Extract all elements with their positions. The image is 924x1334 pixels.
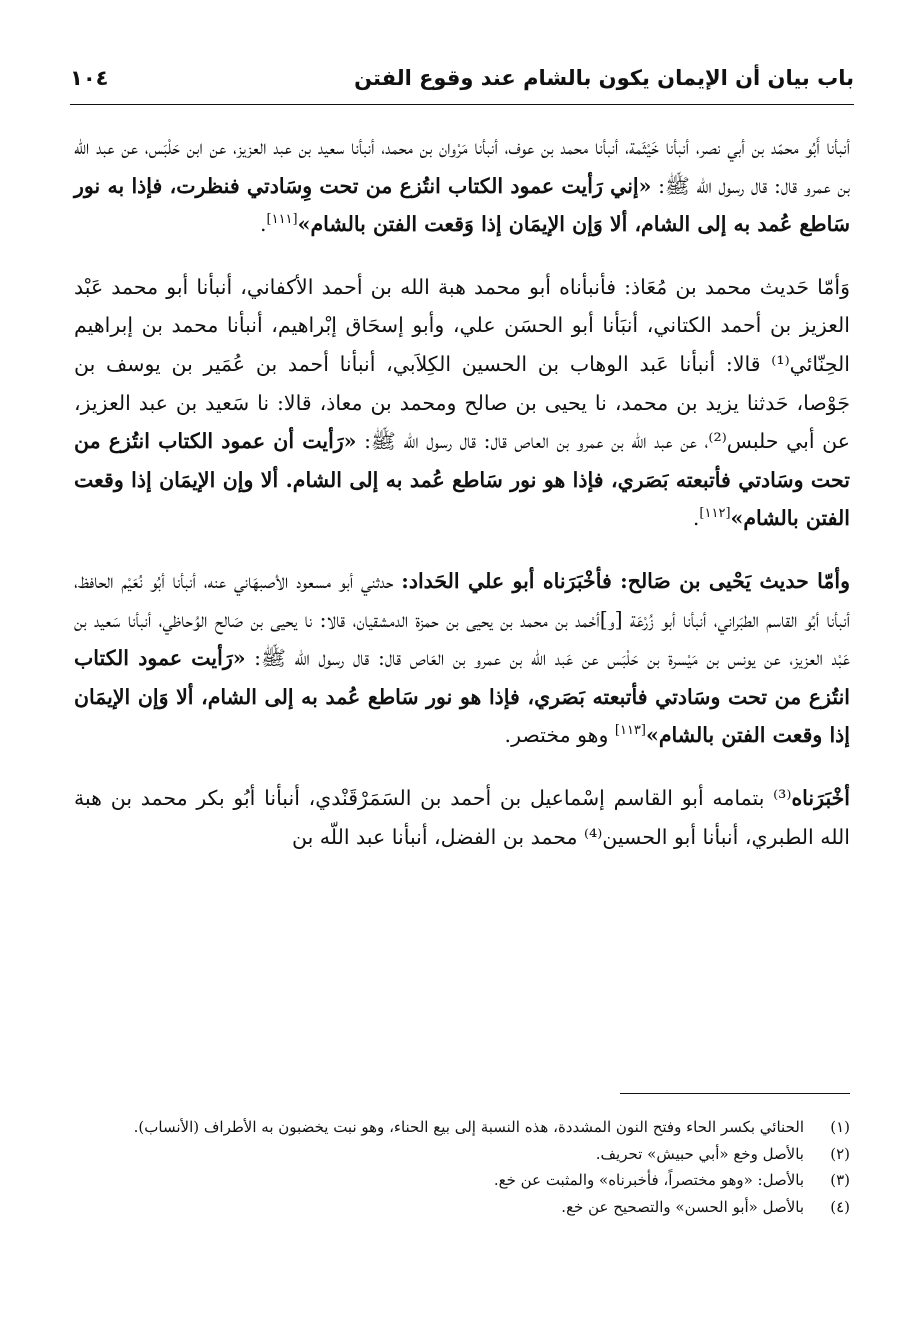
footnote-number: (١) [830, 1118, 850, 1136]
footnotes [74, 1114, 850, 1220]
footnote-2 [74, 1141, 850, 1168]
footnote-rule [620, 1093, 850, 1094]
reference-number: [١١٢] [699, 506, 731, 522]
footnote-text: بالأصل «أبو الحسن» والتصحيح عن خع. [561, 1197, 804, 1216]
page-number: ١٠٤ [70, 66, 109, 90]
header-rule [70, 104, 854, 105]
footnote-4 [74, 1194, 850, 1221]
paragraph-tail: . [259, 212, 267, 237]
paragraph-text: حدثني أبو مسعود الأصبهَاني عنه، أنبأنا أبُو نُعَيْم الحافظ، أنبأنا أبُو القاسم الطبَراني، أنبأنا أبو زُرْعَة [و]أحْمد بن محمد بن يحيى بن حمزة الدمشقيان، قالا: نا يحيى بن صَالح الوُحاظي، أنبأنا سَعيد بن عَبْد العزيز، عن يونس بن مَيْسرة بن حَلْبَس عن عَبد الله بن عمرو بن العَاص قال: قال رسول الله ﷺ: [74, 568, 850, 671]
footnote-text: الحنائي بكسر الحاء وفتح النون المشددة، هذه النسبة إلى بيع الحناء، وهو نبت يخضبون به الأطراف (الأنساب). [133, 1118, 804, 1136]
running-header [70, 66, 854, 106]
hadith-quote: «رَأيت عمود الكتاب انتُزع من تحت وسَادتي فأتبعته بَصَري، فإذا هو نور سَاطع عُمد به إلى الشام، ألا وَإن الإيمَان إذا وقعت الفتن بالشام» [74, 646, 850, 748]
main-text [74, 128, 850, 880]
reference-number: [١١١] [266, 212, 298, 228]
paragraph-1 [74, 128, 850, 244]
footnote-text: بالأصل: «وهو مختصراً، فأخبرناه» والمثبت عن خع. [493, 1171, 804, 1189]
paragraph-3 [74, 562, 850, 755]
footnote-1 [74, 1114, 850, 1141]
paragraph-tail: . [692, 506, 700, 531]
footnote-number: (٣) [830, 1171, 850, 1189]
paragraph-text: وَأمّا حَديث محمد بن مُعَاذ: فأنبأناه أبو محمد هبة الله بن أحمد الأكفاني، أنبأنا أبو محمد عَبْد العزيز بن أحمد الكتاني، أنبَأنا أبو الحسَن علي، وأبو إسحَاق إبْراهيم، أنبأنا محمد بن إبراهيم الحِنّائي⁽¹⁾ قالا: أنبأنا عَبد الوهاب بن الحسين الكِلاَبي، أنبأنا أحمد بن عُمَير بن يوسف بن جَوْصا، حَدثنا يزيد بن محمد، نا يحيى بن صالح ومحمد بن معاذ، قالا: نا سَعيد بن عبد العزيز، عن أبي حلبس⁽²⁾، عن عبد اللّه بن عمرو بن العاص قال: قال رسول الله ﷺ: [74, 274, 850, 454]
footnote-text: بالأصل وخع «أبي حبيش» تحريف. [595, 1144, 804, 1163]
hadith-quote: «رَأيت أن عمود الكتاب انتُزع من تحت وسَادتي فأتبعته بَصَري، فإذا هو نور سَاطع عُمد به إلى الشام. ألا وإن الإيمَان إذا وقعت الفتن بالشام» [74, 429, 850, 531]
footnote-3 [74, 1167, 850, 1194]
paragraph-text: أنبأنا أَبُو محمّد بن أبي نصر، أنبأنا خَيْثَمة، أنبأنا محمد بن عوف، أنبأنا مَرْوان بن محمد، أنبأنا سعيد بن عبد العزيز، عن ابن حَلْبَس، عن عبد اللّه بن عمرو قال: قال رسول الله ﷺ: [74, 135, 850, 198]
paragraph-4 [74, 779, 850, 856]
paragraph-tail: وهو مختصر. [504, 723, 615, 748]
reference-number: [١١٣] [614, 723, 646, 739]
paragraph-lead: أخْبَرَناه [791, 785, 850, 810]
hadith-quote: «إني رَأيت عمود الكتاب انتُزع من تحت وِسَادتي فنظرت، فإذا به نور سَاطع عُمد به إلى الشام، ألا وَإن الإيمَان إذا وَقعت الفتن بالشام» [74, 173, 850, 237]
paragraph-lead: وأمّا حديث يَحْيى بن صَالح: فأخْبَرَناه أبو علي الحَداد: [401, 568, 850, 593]
paragraph-2 [74, 268, 850, 538]
header-title: باب بيان أن الإيمان يكون بالشام عند وقوع الفتن [354, 66, 854, 90]
footnote-number: (٤) [830, 1197, 850, 1216]
paragraph-text: ⁽³⁾ بتمامه أبو القاسم إسْماعيل بن أحمد بن السَمَرْقَنْدي، أنبأنا أبُو بكر محمد بن هبة الله الطبري، أنبأنا أبو الحسين⁽⁴⁾ محمد بن الفضل، أنبأنا عبد اللّه بن [74, 785, 850, 849]
footnote-number: (٢) [830, 1144, 850, 1163]
